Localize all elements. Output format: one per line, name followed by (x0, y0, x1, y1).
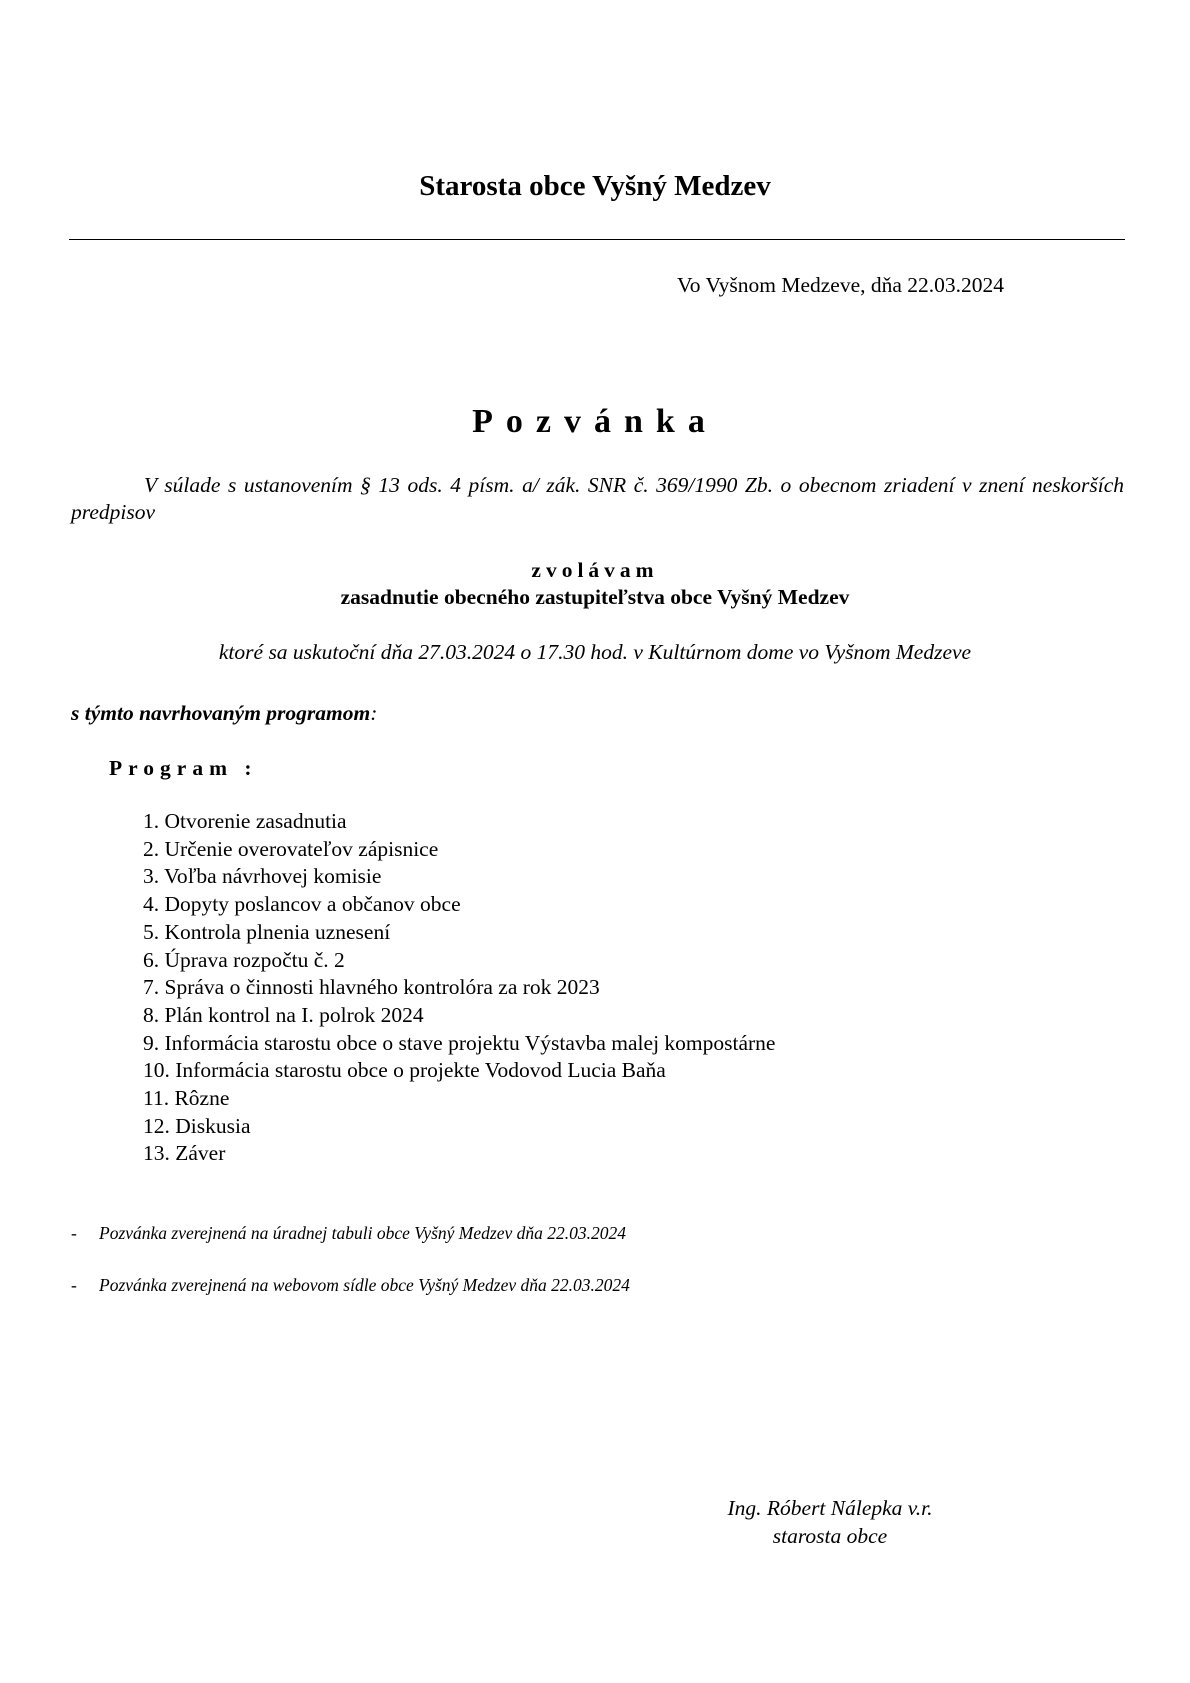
signature-block (700, 1494, 960, 1550)
agenda-item: 7. Správa o činnosti hlavného kontrolóra za rok 2023 (143, 975, 600, 1000)
publication-notice-website (71, 1274, 630, 1296)
program-intro (71, 699, 377, 727)
document-title: Pozvánka (472, 403, 718, 440)
agenda-item: 13. Záver (143, 1141, 226, 1166)
agenda-item: 1. Otvorenie zasadnutia (143, 809, 347, 833)
agenda-list (143, 808, 775, 1168)
program-intro-text: s týmto navrhovaným programom (71, 701, 371, 725)
agenda-item: 4. Dopyty poslancov a občanov obce (143, 892, 461, 917)
convene-text: zasadnutie obecného zastupiteľstva obce Vyšný Medzev (340, 585, 850, 609)
program-heading: Program : (109, 756, 258, 780)
signatory-role: starosta obce (772, 1524, 888, 1548)
meeting-info: ktoré sa uskutoční dňa 27.03.2024 o 17.30 hod. v Kultúrnom dome vo Vyšnom Medzeve (218, 640, 972, 664)
agenda-item: 10. Informácia starostu obce o projekte Vodovod Lucia Baňa (143, 1058, 666, 1083)
agenda-item: 6. Úprava rozpočtu č. 2 (143, 947, 345, 972)
notice-bullet: - (71, 1275, 77, 1295)
notice-text: Pozvánka zverejnená na webovom sídle obce Vyšný Medzev dňa 22.03.2024 (99, 1275, 630, 1295)
notice-bullet: - (71, 1223, 77, 1243)
publication-notice-board (71, 1222, 626, 1244)
date-line: Vo Vyšnom Medzeve, dňa 22.03.2024 (677, 273, 1005, 297)
agenda-item: 9. Informácia starostu obce o stave projektu Výstavba malej kompostárne (143, 1030, 776, 1055)
agenda-item: 11. Rôzne (143, 1086, 230, 1111)
header-divider (69, 239, 1125, 240)
agenda-item: 8. Plán kontrol na I. polrok 2024 (143, 1002, 424, 1027)
convene-word: zvolávam (531, 558, 659, 582)
notice-text: Pozvánka zverejnená na úradnej tabuli obce Vyšný Medzev dňa 22.03.2024 (99, 1223, 626, 1243)
program-intro-colon: : (370, 701, 378, 725)
agenda-item: 12. Diskusia (143, 1113, 251, 1138)
signatory-name: Ing. Róbert Nálepka v.r. (727, 1496, 933, 1520)
legal-basis-paragraph: V súlade s ustanovením § 13 ods. 4 písm. a/ zák. SNR č. 369/1990 Zb. o obecnom zriadení v znení neskorších predpisov (71, 473, 1124, 524)
agenda-item: 2. Určenie overovateľov zápisnice (143, 836, 439, 861)
header-title: Starosta obce Vyšný Medzev (419, 170, 771, 202)
agenda-item: 3. Voľba návrhovej komisie (143, 864, 382, 889)
agenda-item: 5. Kontrola plnenia uznesení (143, 919, 391, 944)
